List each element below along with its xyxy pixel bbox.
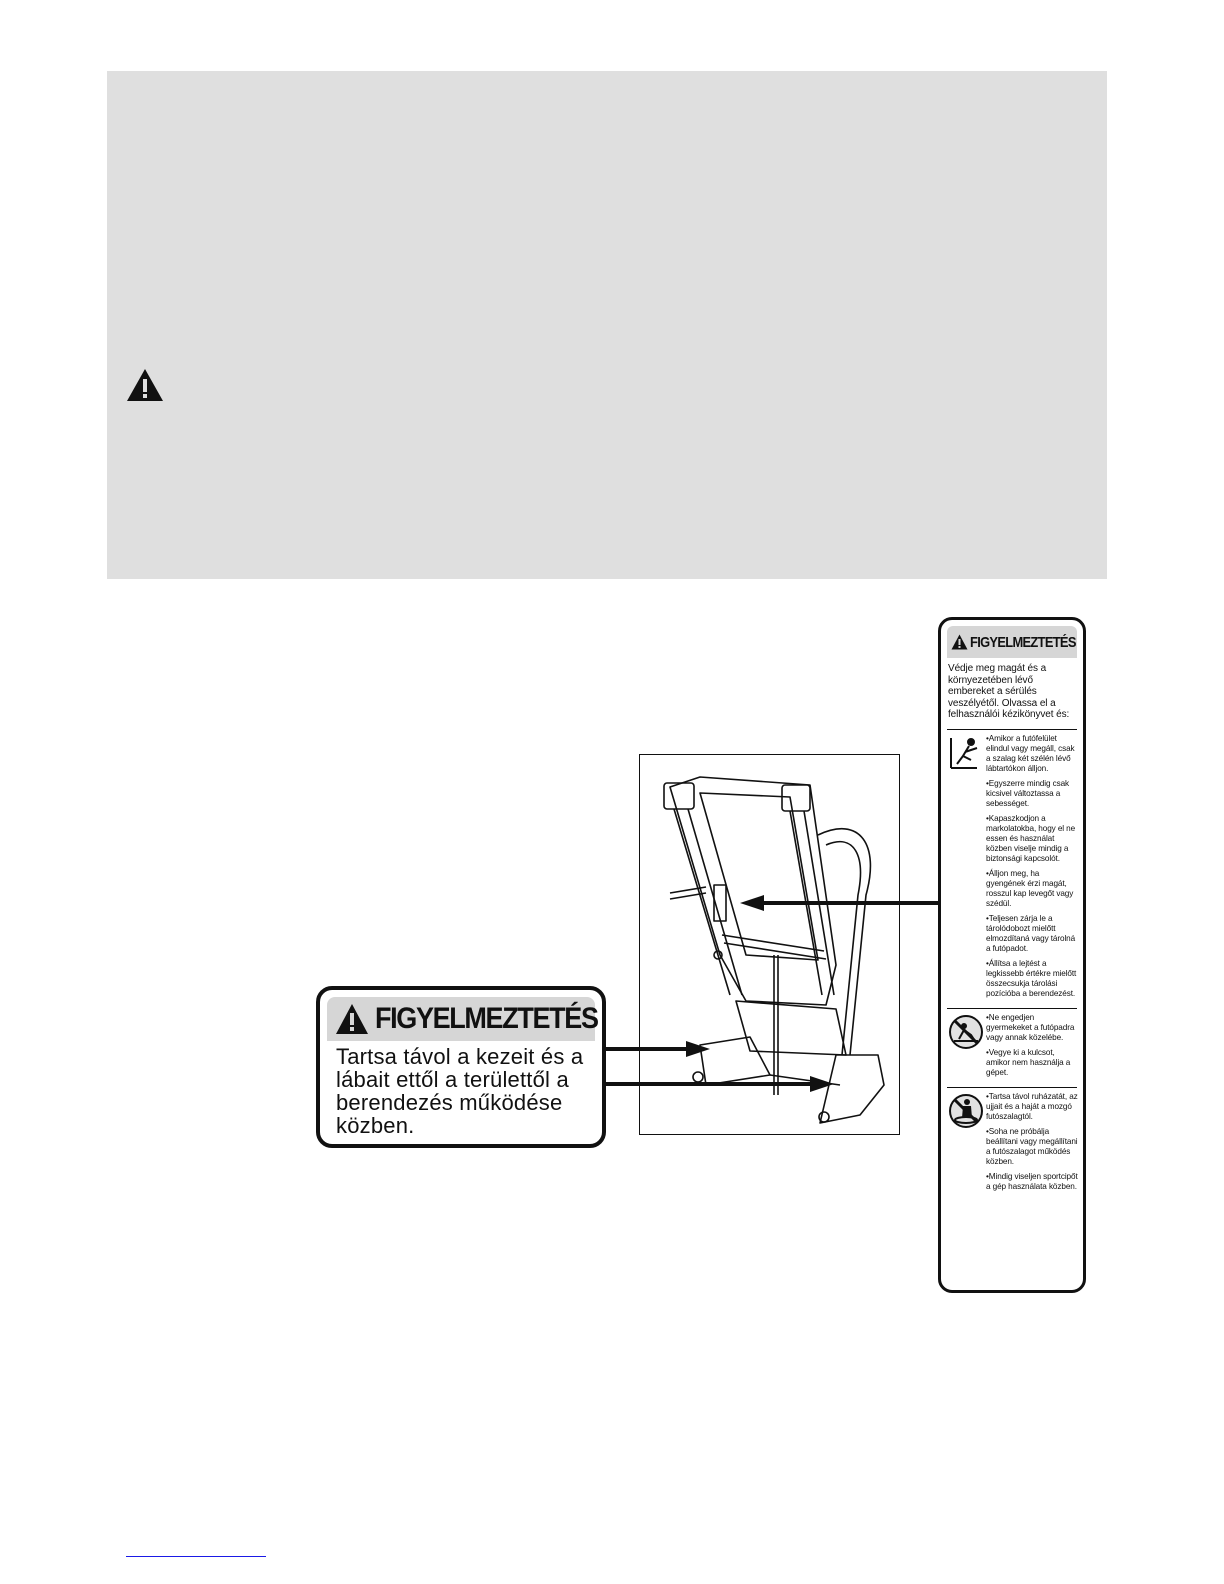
treadmill-illustration [639, 754, 900, 1135]
safety-section-usage [941, 730, 1083, 1008]
label-line: lábait ettől a területtől a [336, 1067, 569, 1092]
side-label-title: FIGYELMEZTETÉS [970, 633, 1076, 651]
bullet-list [986, 1013, 1079, 1083]
safety-section-children [941, 1009, 1083, 1087]
bullet: •Állítsa a lejtést a legkissebb értékre mielőtt összecsukja tárolási pozícióba a berendezést. [986, 958, 1077, 998]
label-title: FIGYELMEZTETÉS [375, 1002, 598, 1035]
side-label-header [947, 626, 1077, 658]
bullet: •Tartsa távol ruházatát, az ujjait és a haját a mozgó futószalagtól. [986, 1091, 1078, 1121]
no-hands-icon [947, 1092, 985, 1130]
bullet-list [986, 1092, 1079, 1197]
bullet: •Álljon meg, ha gyengének érzi magát, rosszul kap levegőt vagy szédül. [986, 868, 1074, 908]
warning-triangle-icon [335, 1003, 369, 1035]
bullet: •Vegye ki a kulcsot, amikor nem használja a gépet. [986, 1047, 1071, 1077]
label-line: közben. [336, 1113, 415, 1138]
bullet: •Ne engedjen gyermekeket a futópadra vagy annak közelébe. [986, 1012, 1075, 1042]
label-body [320, 1041, 602, 1137]
warning-triangle-icon [951, 634, 968, 650]
hand-foot-warning-label [316, 986, 606, 1148]
bullet: •Kapaszkodjon a markolatokba, hogy el ne essen és használat közben viselje mindig a biztonsági kapcsolót. [986, 813, 1076, 863]
bullet: •Amikor a futófelület elindul vagy megáll, csak a szalag két szélén lévő lábtartókon álljon. [986, 733, 1075, 773]
label-line: berendezés működése [336, 1090, 563, 1115]
safety-section-clothing [941, 1088, 1083, 1201]
gray-content-panel [107, 71, 1107, 579]
slip-fall-icon [947, 734, 985, 772]
bullet: •Mindig viseljen sportcipőt a gép használata közben. [986, 1171, 1078, 1191]
bullet: •Teljesen zárja le a tárolódobozt mielőtt elmozdítaná vagy tárolná a futópadot. [986, 913, 1076, 953]
label-header [327, 997, 598, 1041]
no-children-icon [947, 1013, 985, 1051]
bullet: •Egyszerre mindig csak kicsivel változtassa a sebességet. [986, 778, 1070, 808]
warning-triangle-icon [126, 368, 164, 402]
label-line: Tartsa távol a kezeit és a [336, 1044, 584, 1069]
footer-link-underline[interactable] [126, 1556, 266, 1557]
treadmill-safety-label [938, 617, 1086, 1293]
treadmill-drawing [640, 755, 898, 1133]
bullet-list [986, 734, 1079, 1004]
side-label-intro: Védje meg magát és a környezetében lévő embereket a sérülés veszélyétől. Olvassa el a felhasználói kézikönyvet és: [948, 663, 1070, 720]
bullet: •Soha ne próbálja beállítani vagy megállítani a futószalagot működés közben. [986, 1126, 1078, 1166]
